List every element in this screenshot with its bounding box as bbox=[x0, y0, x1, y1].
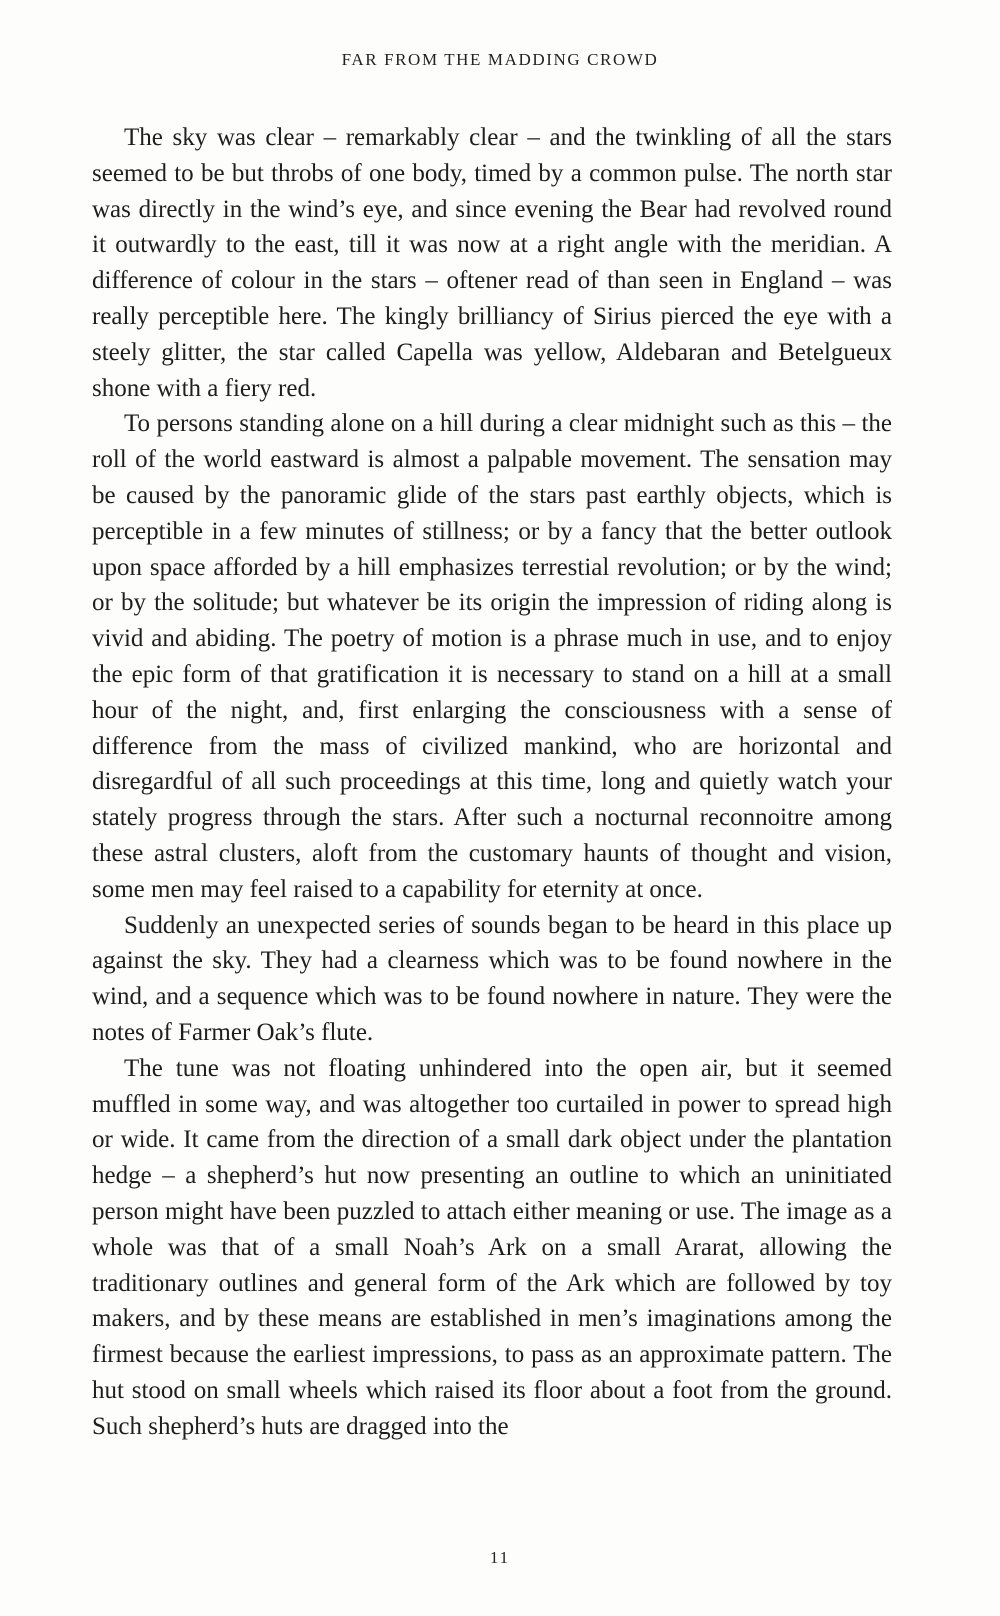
paragraph: To persons standing alone on a hill during a clear midnight such as this – the roll of the world eastward is almost a palpable movement. The sensation may be caused by the panoramic glide of the stars past earthly objects, which is perceptible in a few minutes of stillness; or by a fancy that the better outlook upon space afforded by a hill emphasizes terrestial revolution; or by the wind; or by the solitude; but whatever be its origin the impression of riding along is vivid and abiding. The poetry of motion is a phrase much in use, and to enjoy the epic form of that gratification it is necessary to stand on a hill at a small hour of the night, and, first enlarging the consciousness with a sense of difference from the mass of civilized mankind, who are horizontal and disregardful of all such proceedings at this time, long and quietly watch your stately progress through the stars. After such a nocturnal reconnoitre among these astral clusters, aloft from the customary haunts of thought and vision, some men may feel raised to a capability for eternity at once. bbox=[92, 410, 892, 903]
paragraph: The tune was not floating unhindered into the open air, but it seemed muffled in some way, and was altogether too curtailed in power to spread high or wide. It came from the direction of a small dark object under the plantation hedge – a shepherd’s hut now presenting an outline to which an uninitiated person might have been puzzled to attach either meaning or use. The image as a whole was that of a small Noah’s Ark on a small Ararat, allowing the traditionary outlines and general form of the Ark which are followed by toy makers, and by these means are established in men’s imaginations among the firmest because the earliest impressions, to pass as an approximate pattern. The hut stood on small wheels which raised its floor about a foot from the ground. Such shepherd’s huts are dragged into the bbox=[92, 1054, 892, 1440]
body-text bbox=[92, 120, 892, 1444]
paragraph: The sky was clear – remarkably clear – and the twinkling of all the stars seemed to be but throbs of one body, timed by a common pulse. The north star was directly in the wind’s eye, and since evening the Bear had revolved round it outwardly to the east, till it was now at a right angle with the meridian. A difference of colour in the stars – oftener read of than seen in England – was really perceptible here. The kingly brilliancy of Sirius pierced the eye with a steely glitter, the star called Capella was yellow, Aldebaran and Betelgueux shone with a fiery red. bbox=[92, 124, 892, 402]
page-number: 11 bbox=[489, 1548, 511, 1567]
paragraph: Suddenly an unexpected series of sounds began to be heard in this place up against the sky. They had a clearness which was to be found nowhere in the wind, and a sequence which was to be found nowhere in nature. They were the notes of Farmer Oak’s flute. bbox=[92, 911, 892, 1046]
running-head: FAR FROM THE MADDING CROWD bbox=[341, 50, 659, 69]
